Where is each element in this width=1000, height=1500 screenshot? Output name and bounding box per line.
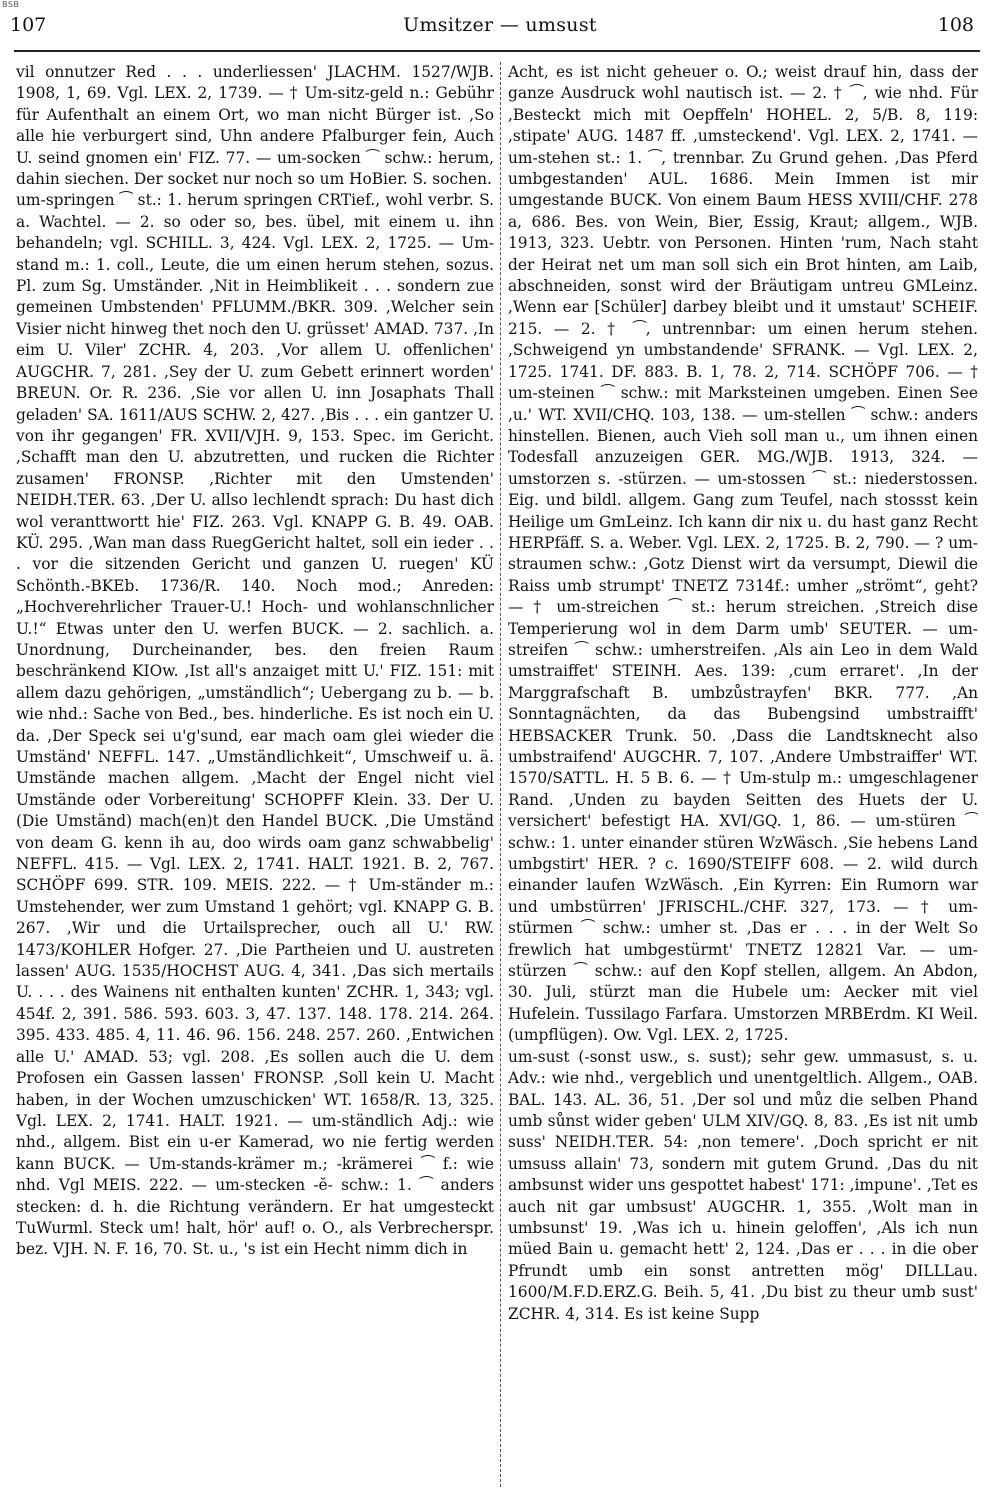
left-column: [16, 62, 494, 1490]
library-watermark: BSB: [2, 0, 20, 9]
entry-paragraph: um-sust (-sonst usw., s. sust); sehr gew. ummasust, s. u. Adv.: wie nhd., vergeblich und unentgeltlich. Allgem., OAB. BAL. 143. AL. 36, 51. ,Der sol und můz die selben Phand umb sůnst wider geben' ULM XIV/GQ. 8, 83. ,Es ist nit umb suss' NEIDH.TER. 54: ,non temere'. ,Doch spricht er nit umsuss allain' 73, sondern mit gutem Grund. ,Das du nit ambsunst wider uns gespottet habest' 171: ,impune'. ,Tet es auch nit gar umbsust' AUGCHR. 1, 355. ,Wolt man in umbsunst' 19. ,Was ich u. hinein geloffen', ,Als ich nun müed Bain u. gemacht hett' 2, 124. ,Das er . . . in die ober Pfrundt umb ein sonst antretten mög' DILLLau. 1600/M.F.D.ERZ.G. Beih. 5, 41. ,Du bist zu theur umb sust' ZCHR. 4, 314. Es ist keine Supp: [508, 1047, 978, 1323]
page-number-left: 107: [10, 14, 47, 36]
column-divider: [500, 62, 501, 1487]
right-column: [508, 62, 978, 1490]
running-head: Umsitzer — umsust: [403, 14, 597, 36]
page-number-right: 108: [937, 14, 974, 36]
entry-paragraph: Acht, es ist nicht geheuer o. O.; weist drauf hin, dass der ganze Ausdruck wohl nautisch ist. — 2. † ⁀, wie nhd. Für ,Besteckt mich mit Oepffeln' HOHEL. 2, 5/B. 8, 119: ,stipate' AUG. 1487 ff. ,umsteckend'. Vgl. LEX. 2, 1741. — um-stehen st.: 1. ⁀, trennbar. Zu Grund gehen. ,Das Pferd umbgestanden' AUL. 1686. Mein Immen ist mir umgestande BUCK. Von einem Baum HESS XVIII/CHF. 278 a, 686. Bes. von Wein, Bier, Essig, Kraut; allgem., WJB. 1913, 323. Uebtr. von Personen. Hinten 'rum, Nach staht der Heirat net um man soll sich ein Brot hinten, am Laib, abschneiden, sonst wird der Bräutigam untreu GMLeinz. ,Wenn ear [Schüler] darbey bleibt und it umstaut' SCHEIF. 215. — 2. † ⁀, untrennbar: um einen herum stehen. ,Schweigend yn umbstandende' SFRANK. — Vgl. LEX. 2, 1725. 1741. DF. 883. B. 1, 78. 2, 714. SCHÖPF 706. — † um-steinen ⁀ schw.: mit Marksteinen umgeben. Einen See ,u.' WT. XVII/CHQ. 103, 138. — um-stellen ⁀ schw.: anders hinstellen. Bienen, auch Vieh soll man u., um ihnen einen Todesfall anzuzeigen GER. MG./WJB. 1913, 324. — umstorzen s. -stürzen. — um-stossen ⁀ st.: niederstossen. Eig. und bildl. allgem. Gang zum Teufel, nach stossst kein Heilige um GmLeinz. Ich kann dir nix u. du hast ganz Recht HERPfäff. S. a. Weber. Vgl. LEX. 2, 1725. B. 2, 790. — ? um-straumen schw.: ,Gotz Dienst wirt da versumpt, Diewil die Raiss umb strumpt' TNETZ 7314f.: umher „strömt“, geht? — † um-streichen ⁀ st.: herum streichen. ,Streich dise Temperierung wol in dem Darm umb' SEUTER. — um-streifen ⁀ schw.: umherstreifen. ,Als ain Leo in dem Wald umstraiffet' STEINH. Aes. 139: ,cum erraret'. ,In der Marggrafschaft B. umbzůstrayfen' BKR. 777. ,An Sonntagnächten, da das Bubengsind umbstraifft' HEBSACKER Trunk. 50. ,Dass die Landtsknecht also umbstraifend' AUGCHR. 7, 107. ,Andere Umbstraiffer' WT. 1570/SATTL. H. 5 B. 6. — † Um-stulp m.: umgeschlagener Rand. ,Unden zu bayden Seitten des Huets der U. versichert' befestigt HA. XVI/GQ. 1, 86. — um-stüren ⁀ schw.: 1. unter einander stüren WzWäsch. ,Sie hebens Land umbgstirt' HER. ? c. 1690/STEIFF 608. — 2. wild durch einander laufen WzWäsch. ,Ein Kyrren: Ein Rumorn war und umbstürren' JFRISCHL./CHF. 327, 173. — † um-stürmen ⁀ schw.: umher st. ,Das er . . . in der Welt So frewlich hat umbgestürmt' TNETZ 12821 Var. — um-stürzen ⁀ schw.: auf den Kopf stellen, allgem. An Abdon, 30. Juli, stürzt man die Hubele um: Aecker mit viel Hufelein. Tussilago Farfara. Umstorzen MRBErdm. KI Weil. (umpflügen). Ow. Vgl. LEX. 2, 1725.: [508, 63, 978, 1045]
entry-paragraph: um-springen ⁀ st.: 1. herum springen CRTief., wohl verbr. S. a. Wachtel. — 2. so oder so, bes. übel, mit einem u. ihn behandeln; vgl. SCHILL. 3, 424. Vgl. LEX. 2, 1725. — Um-stand m.: 1. coll., Leute, die um einen herum stehen, sozus. Pl. zum Sg. Umständer. ,Nit in Heimblikeit . . . sondern zue gemeinen Umbstenden' PFLUMM./BKR. 309. ,Welcher sein Visier nicht hinweg thet noch den U. grüsset' AMAD. 737. ,In eim U. Viler' ZCHR. 4, 203. ,Vor allem U. offenlichen' AUGCHR. 7, 281. ,Sey der U. zum Gebett erinnert worden' BREUN. Or. R. 236. ,Sie vor allen U. inn Josaphats Thall geladen' SA. 1611/AUS SCHW. 2, 427. ,Bis . . . ein gantzer U. von ihr gegangen' FR. XVII/VJH. 9, 153. Spec. im Gericht. ,Schafft man den U. abzutretten, und rucken die Richter zusamen' FRONSP. ,Richter mit den Umstenden' NEIDH.TER. 63. ,Der U. allso lechlendt sprach: Du hast dich wol veranttwortt hie' FIZ. 263. Vgl. KNAPP G. B. 49. OAB. KÜ. 295. ,Wan man dass RuegGericht haltet, soll ein ieder . . . vor die sitzenden Gericht und ganzen U. ruegen' KÜ Schönth.-BKEb. 1736/R. 140. Noch mod.; Anreden: „Hochverehrlicher Trauer-U.! Hoch- und wohlanschnlicher U.!“ Etwas unter den U. werfen BUCK. — 2. sachlich. a. Unordnung, Durcheinander, bes. den freien Raum beschränkend KIOw. ,Ist all's anzaiget mitt U.' FIZ. 151: mit allem dazu gehörigen, „umständlich“; Uebergang zu b. — b. wie nhd.: Sache von Bed., bes. hinderliche. Es ist noch ein U. da. ,Der Speck sei u'g'sund, ear mach oam glei wieder die Umständ' NEFFL. 147. „Umständlichkeit“, Umschweif u. ä. Umstände machen allgem. ,Macht der Engel nicht viel Umstände oder Vorbereitung' SCHOPFF Klein. 33. Der U. (Die Umständ) mach(en)t den Handel BUCK. ,Die Umständ von deam G. kenn ih au, doo wirds oam ganz schwabbelig' NEFFL. 415. — Vgl. LEX. 2, 1741. HALT. 1921. B. 2, 767. SCHÖPF 699. STR. 109. MEIS. 222. — † Um-ständer m.: Umstehender, wer zum Umstand 1 gehört; vgl. KNAPP G. B. 267. ,Wir und die Urtailsprecher, ouch all U.' RW. 1473/KOHLER Hofger. 27. ,Die Partheien und U. austreten lassen' AUG. 1535/HOCHST AUG. 4, 341. ,Das sich mertails U. . . . des Wainens nit enthalten kunten' ZCHR. 1, 343; vgl. 454f. 2, 391. 586. 593. 603. 3, 47. 137. 148. 178. 214. 264. 395. 433. 485. 4, 11. 46. 96. 156. 248. 257. 260. ,Entwichen alle U.' AMAD. 53; vgl. 208. ,Es sollen auch die U. dem Profosen ein Gassen lassen' FRONSP. ,Soll kein U. Macht haben, in der Wochen umzuschicken' WT. 1658/R. 13, 325. Vgl. LEX. 2, 1741. HALT. 1921. — um-ständlich Adj.: wie nhd., allgem. Bist ein u-er Kamerad, wo nie fertig werden kann BUCK. — Um-stands-krämer m.; -krämerei ⁀ f.: wie nhd. Vgl MEIS. 222. — um-stecken -ĕ- schw.: 1. ⁀ anders stecken: d. h. die Richtung verändern. Er hat umgesteckt TuWurml. Steck um! halt, hör' auf! o. O., als Verbrecherspr. bez. VJH. N. F. 16, 70. St. u., 's ist ein Hecht nimm dich in: [16, 191, 494, 1259]
header-rule: [14, 50, 980, 52]
entry-paragraph: vil onnutzer Red . . . underliessen' JLACHM. 1527/WJB. 1908, 1, 69. Vgl. LEX. 2, 1739. — † Um-sitz-geld n.: Gebühr für Aufenthalt an einem Ort, wo man nicht Bürger ist. ,So alle hie verburgert sind, Uhn andere Pfalburger fein, Auch U. seind gnomen ein' FIZ. 77. — um-socken ⁀ schw.: herum, dahin siechen. Der socket nur noch so um HoBier. S. sochen.: [16, 63, 494, 189]
page-header: [0, 8, 1000, 44]
